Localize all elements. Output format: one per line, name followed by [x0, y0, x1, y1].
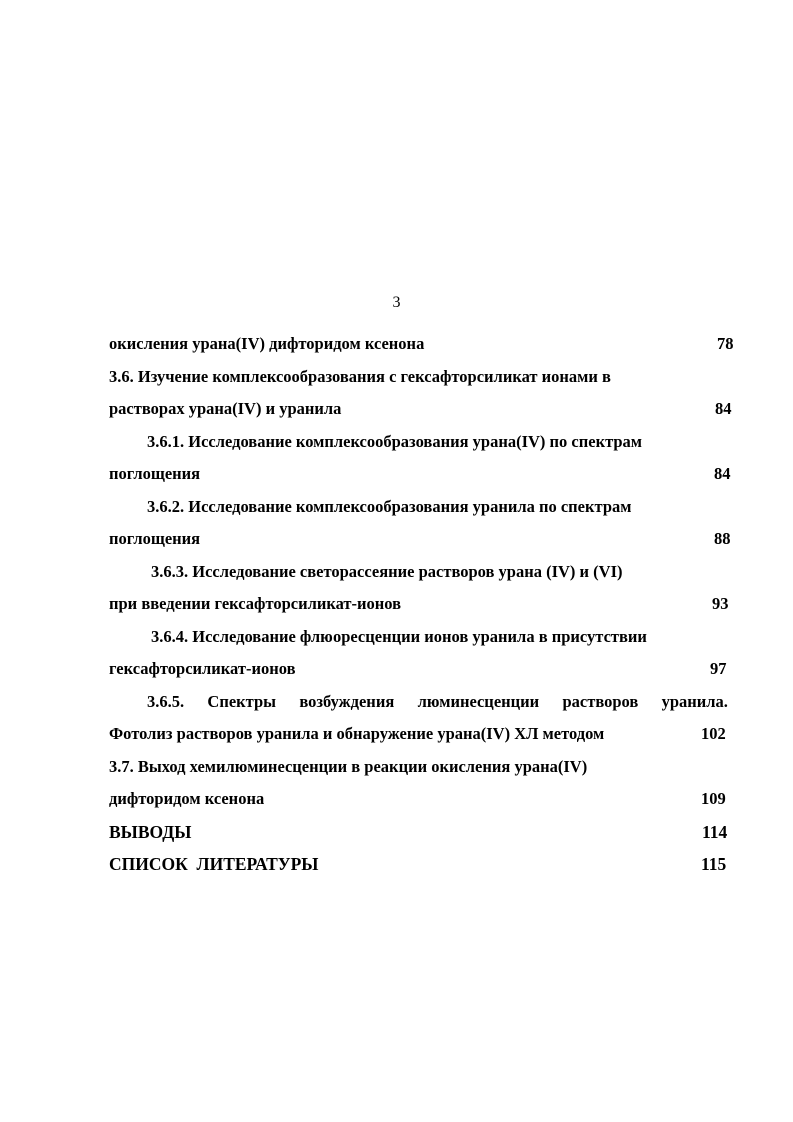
toc-word: Спектры [207, 691, 277, 711]
toc-line [109, 430, 737, 463]
toc-line [109, 657, 737, 690]
toc-word: уранила. [661, 691, 728, 711]
toc-entry-page: 84 [714, 464, 731, 483]
toc-entry-text: 3.7. Выход хемилюминесценции в реакции окисления урана(IV) [109, 756, 588, 776]
toc-entry-text [147, 690, 728, 714]
toc-line [109, 495, 737, 528]
toc-line [109, 625, 737, 658]
toc-line [109, 527, 737, 560]
toc-line [109, 690, 737, 723]
toc-entry-page: 102 [701, 724, 726, 743]
toc-line [109, 787, 737, 820]
toc-entry-text: растворах урана(IV) и уранила [109, 399, 342, 418]
toc-line [109, 397, 737, 430]
toc-word: люминесценции [417, 691, 540, 711]
page-number: 3 [392, 294, 401, 311]
toc-entry-text: Фотолиз растворов уранила и обнаружение урана(IV) ХЛ методом [109, 724, 605, 743]
toc-entry-text: дифторидом ксенона [109, 789, 265, 808]
toc-entry-text: окисления урана(IV) дифторидом ксенона [109, 334, 425, 353]
toc-entry-page: 109 [701, 789, 726, 808]
toc-line [109, 365, 737, 398]
toc-entry-text: поглощения [109, 464, 201, 483]
toc-word: возбуждения [299, 691, 395, 711]
toc-entry-page: 78 [717, 334, 734, 353]
toc-entry-text: 3.6. Изучение комплексообразования с гексафторсиликат ионами в [109, 366, 611, 386]
toc-entry-text: 3.6.3. Исследование светорассеяние растворов урана (IV) и (VI) [151, 561, 623, 581]
toc-line [109, 560, 737, 593]
toc-line [109, 462, 737, 495]
toc-line [109, 852, 737, 885]
toc-line [109, 722, 737, 755]
toc-entry-text: 3.6.1. Исследование комплексообразования урана(IV) по спектрам [147, 431, 643, 451]
toc-entry-text: гексафторсиликат-ионов [109, 659, 296, 678]
toc-word: растворов [562, 691, 639, 711]
toc-line [109, 820, 737, 853]
toc-line [109, 592, 737, 625]
toc-entry-page: 84 [715, 399, 732, 418]
toc-entry-text: поглощения [109, 529, 201, 548]
toc-entry-page: 115 [701, 854, 727, 874]
toc-entry-page: 97 [710, 659, 727, 678]
toc-entry-text: ВЫВОДЫ [109, 821, 192, 842]
toc-entry-text: 3.6.2. Исследование комплексообразования уранила по спектрам [147, 496, 632, 516]
toc-line [109, 332, 737, 365]
toc-entry-text: 3.6.4. Исследование флюоресценции ионов уранила в присутствии [151, 626, 647, 646]
table-of-contents [109, 332, 737, 885]
toc-entry-page: 93 [712, 594, 729, 613]
toc-entry-page: 88 [714, 529, 731, 548]
toc-entry-page: 114 [702, 821, 728, 842]
toc-entry-text: при введении гексафторсиликат-ионов [109, 594, 402, 613]
toc-word: 3.6.5. [147, 691, 185, 711]
toc-line [109, 755, 737, 788]
toc-entry-text: СПИСОК ЛИТЕРАТУРЫ [109, 854, 319, 874]
